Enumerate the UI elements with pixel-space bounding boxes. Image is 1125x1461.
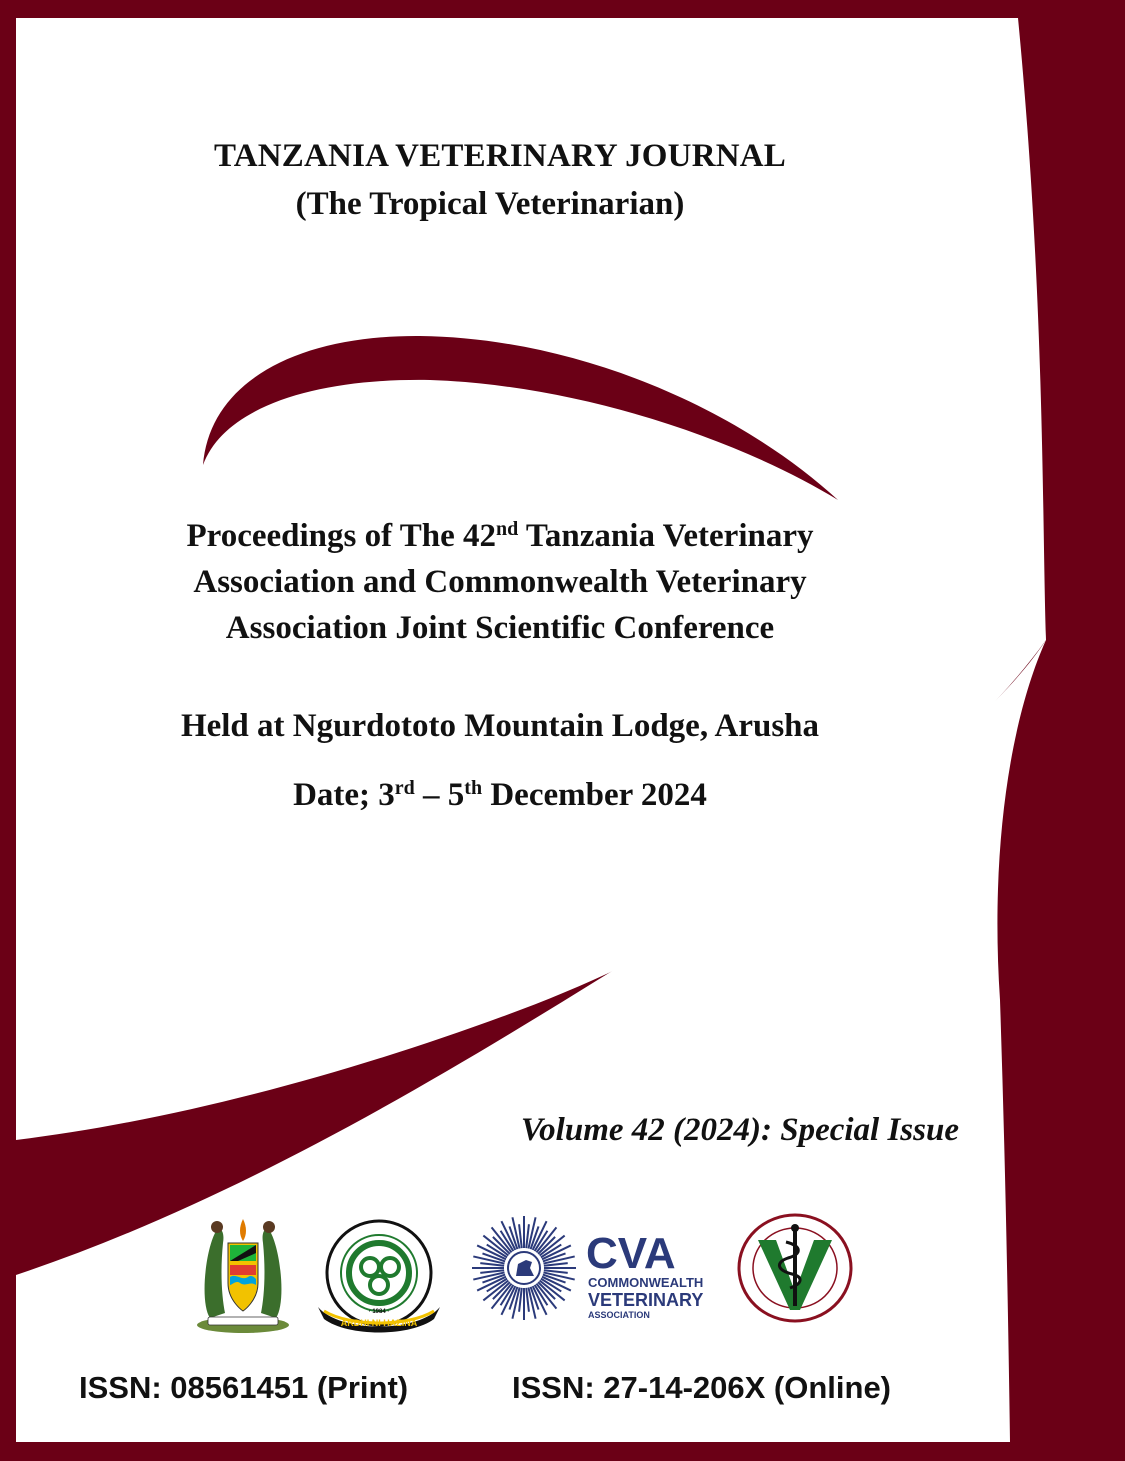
conference-venue: Held at Ngurdototo Mountain Lodge, Arusha <box>180 708 820 744</box>
conference-dates <box>0 775 1000 815</box>
tanzania-coat-of-arms-icon <box>190 1213 296 1335</box>
issn-print: ISSN: 08561451 (Print) <box>79 1370 409 1405</box>
sua-motto: ARDHI NI HAZINA <box>340 1318 418 1328</box>
journal-title: TANZANIA VETERINARY JOURNAL <box>213 138 787 174</box>
journal-subtitle: (The Tropical Veterinarian) <box>295 186 685 222</box>
tanzania-veterinary-association-seal-icon <box>736 1212 854 1324</box>
dates-start: Date; 3 <box>293 777 395 813</box>
dates-month-year: December 2024 <box>482 777 707 813</box>
sokoine-university-seal-icon <box>310 1215 448 1337</box>
dates-end: – 5 <box>414 777 465 813</box>
sua-year: · 1984 · <box>368 1309 390 1315</box>
issn-online: ISSN: 27-14-206X (Online) <box>512 1370 892 1405</box>
proceedings-line-1-text: Proceedings of The 42 <box>186 518 497 554</box>
proceedings-line-1 <box>0 513 1000 559</box>
volume-label: Volume 42 (2024): Special Issue <box>520 1112 959 1148</box>
cva-logo <box>470 1212 718 1324</box>
dates-end-suffix: th <box>464 777 483 799</box>
cva-line-2: VETERINARY <box>588 1290 704 1310</box>
ordinal-suffix: nd <box>496 518 519 540</box>
dates-start-suffix: rd <box>394 777 415 799</box>
cva-acronym: CVA <box>586 1229 676 1278</box>
proceedings-line-3: Association Joint Scientific Conference <box>225 610 775 646</box>
proceedings-heading <box>0 513 1000 651</box>
commonwealth-sunburst-icon <box>472 1216 576 1320</box>
proceedings-line-1-rest: Tanzania Veterinary <box>518 518 814 554</box>
cva-line-1: COMMONWEALTH <box>588 1275 704 1290</box>
proceedings-line-2: Association and Commonwealth Veterinary <box>193 564 807 600</box>
cva-line-3: ASSOCIATION <box>588 1310 650 1320</box>
